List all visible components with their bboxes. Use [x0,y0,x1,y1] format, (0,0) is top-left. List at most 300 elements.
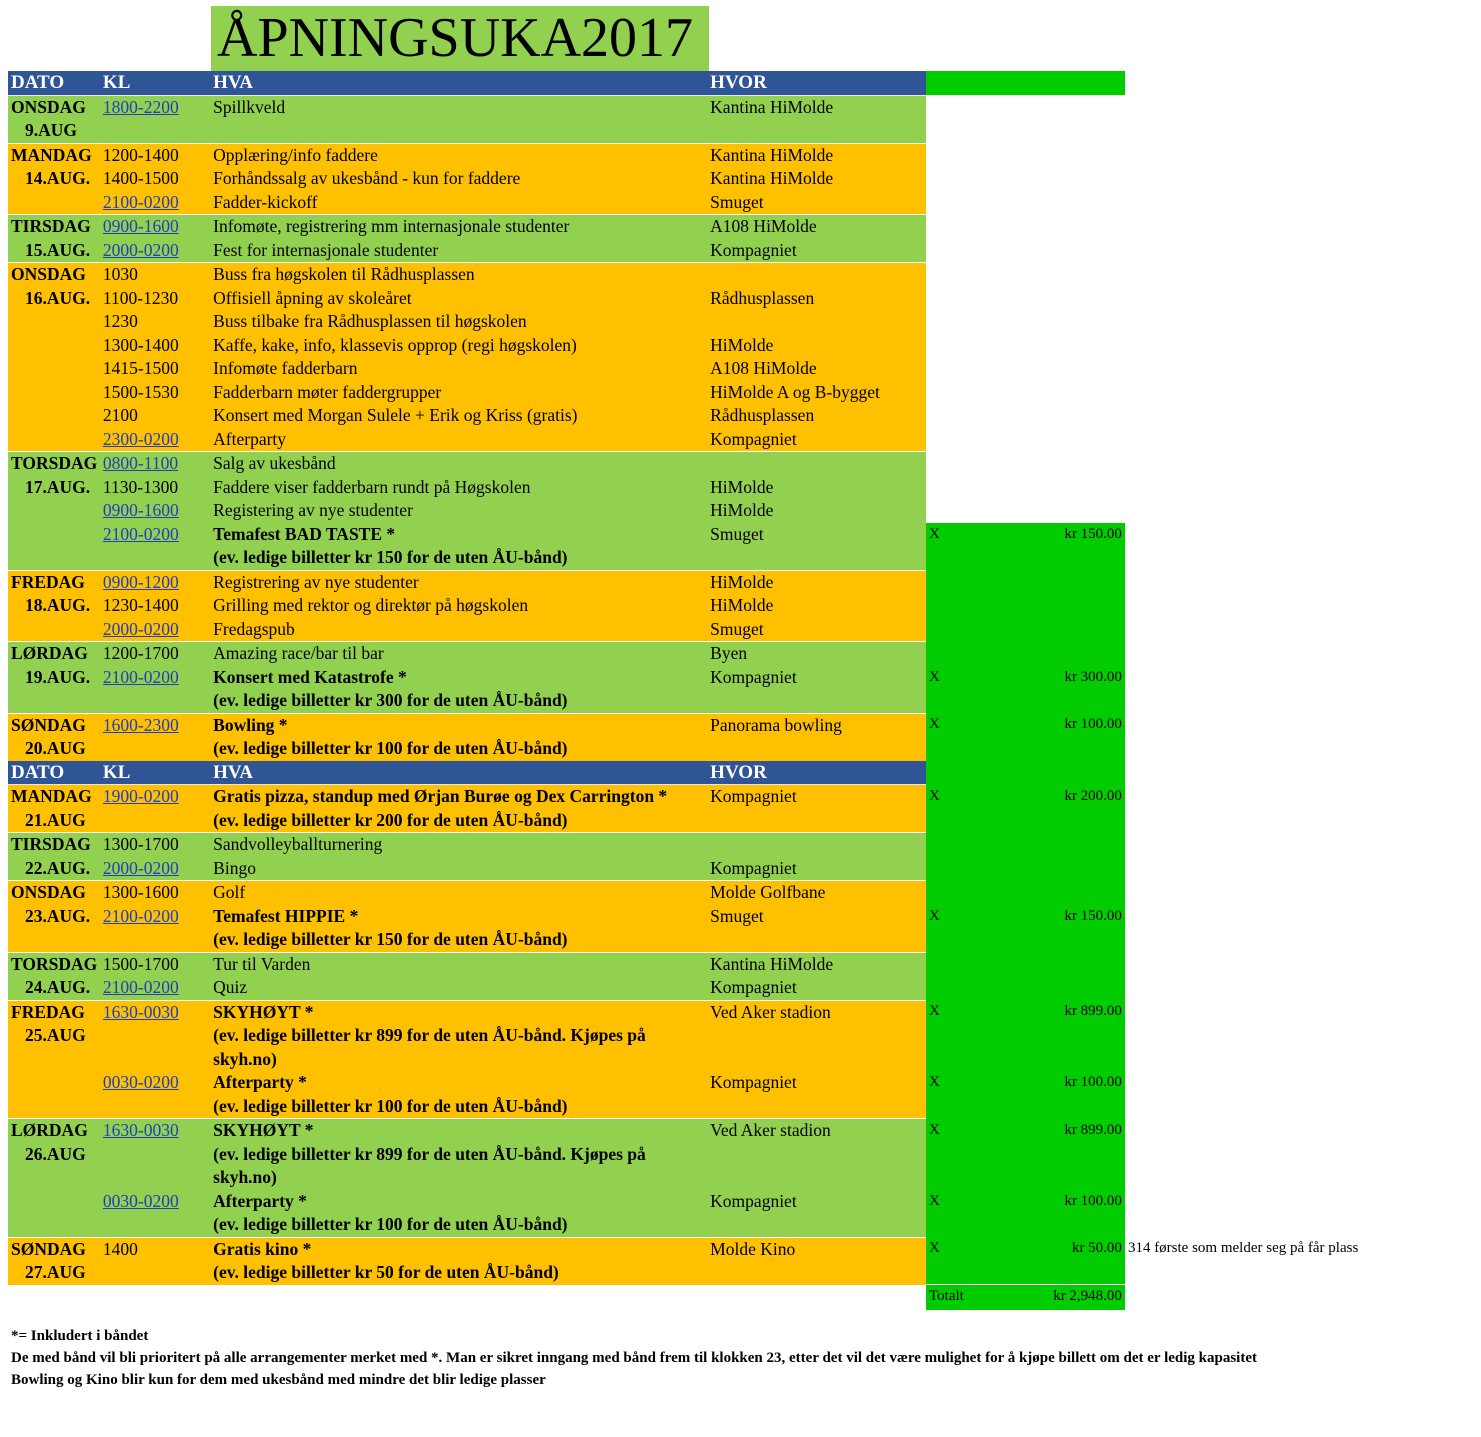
event-title: Bowling * [213,714,288,735]
footnote-priority: De med bånd vil bli prioritert på alle arrangementer merket med *. Man er sikret inngang med bånd frem til klokken 23, etter det vil det være mulighet for å kjøpe billett om det er ledig kapasitet [11,1350,1257,1366]
date-cell [8,287,100,311]
table-row [8,381,1481,405]
location-text: HiMolde [710,595,774,615]
ticket-x-cell [926,310,1014,334]
event-title: Buss fra høgskolen til Rådhusplassen [213,264,475,284]
ticket-price-cell [1014,952,1125,976]
time-cell [100,666,210,714]
time-cell [100,167,210,191]
header-dato: DATO [8,71,100,95]
time-cell [100,215,210,239]
location-cell [707,570,926,594]
empty-cell [707,1285,926,1310]
time-link[interactable]: 1630-0030 [102,1001,179,1022]
location-cell [707,499,926,523]
table-row [8,263,1481,287]
table-row [8,239,1481,263]
ticket-price-cell [1014,570,1125,594]
location-text: Molde Kino [710,1238,796,1259]
time-link[interactable]: 2000-0200 [102,857,179,878]
footnote-included: *= Inkludert i båndet [11,1328,149,1344]
date-cell [8,334,100,358]
event-ticket-info: (ev. ledige billetter kr 200 for de uten ÅU-bånd) [213,809,568,830]
ticket-mark: X [929,1074,940,1090]
table-row [8,143,1481,167]
location-cell [707,287,926,311]
event-cell [210,95,707,143]
note-cell [1125,381,1481,405]
ticket-price-cell [1014,833,1125,857]
event-cell [210,833,707,857]
ticket-price-cell [1014,310,1125,334]
date-date: 18.AUG. [25,595,91,615]
event-cell [210,263,707,287]
table-row [8,594,1481,618]
event-title: Temafest HIPPIE * [213,905,359,926]
ticket-price-cell [1014,1237,1125,1285]
location-cell [707,167,926,191]
event-cell [210,570,707,594]
time-cell [100,857,210,881]
date-day: TIRSDAG [11,216,91,236]
event-title: Salg av ukesbånd [213,453,336,473]
time-link[interactable]: 0030-0200 [102,1190,179,1211]
time-cell [100,95,210,143]
date-date: 26.AUG [25,1143,86,1164]
ticket-price: kr 200.00 [1064,787,1122,804]
event-cell [210,523,707,571]
table-row [8,287,1481,311]
event-title: Infomøte fadderbarn [213,358,358,378]
time-cell [100,642,210,666]
note-cell [1125,857,1481,881]
note-cell [1125,952,1481,976]
event-cell [210,713,707,761]
note-cell [1125,287,1481,311]
note-cell [1125,618,1481,642]
note-cell [1125,452,1481,476]
event-cell [210,594,707,618]
event-title: Fredagspub [213,618,295,639]
event-title: Afterparty [213,428,287,449]
event-title: SKYHØYT * [213,1001,314,1022]
table-row [8,976,1481,1000]
header-dato: DATO [8,761,100,785]
date-date: 17.AUG. [25,476,91,497]
location-cell [707,215,926,239]
ticket-price-cell [1014,881,1125,905]
time-text: 1300-1600 [102,882,179,902]
event-title: Buss tilbake fra Rådhusplassen til høgskolen [213,311,527,331]
event-cell [210,428,707,452]
date-date: 23.AUG. [25,905,91,926]
time-text: 1300-1700 [102,834,179,854]
table-row [8,215,1481,239]
location-cell [707,381,926,405]
note-cell [1125,785,1481,833]
empty-cell [100,1285,210,1310]
ticket-x-cell [926,618,1014,642]
location-text: Rådhusplassen [710,287,815,308]
table-row [8,523,1481,571]
footnote-bowling-kino: Bowling og Kino blir kun for dem med ukesbånd med mindre det blir ledige plasser [11,1372,546,1388]
event-title: Bingo [213,857,256,878]
ticket-price-cell [1014,618,1125,642]
event-cell [210,404,707,428]
table-row [8,785,1481,833]
ticket-price-cell [1014,1119,1125,1190]
empty-cell [210,1285,707,1310]
date-cell [8,785,100,833]
date-day: TORSDAG [11,453,98,473]
total-value: kr 2,948.00 [1053,1288,1122,1304]
event-cell [210,976,707,1000]
event-title: Kaffe, kake, info, klassevis opprop (regi høgskolen) [213,334,577,355]
header-hvor: HVOR [707,761,926,785]
ticket-x-cell [926,357,1014,381]
event-title: Registering av nye studenter [213,500,413,520]
date-cell [8,167,100,191]
time-link[interactable]: 0900-1600 [102,216,179,236]
location-text: Smuget [710,191,764,212]
header-hva: HVA [210,71,707,95]
ticket-x-cell [926,263,1014,287]
time-link[interactable]: 1800-2200 [102,96,179,117]
event-ticket-info: (ev. ledige billetter kr 899 for de uten ÅU-bånd. Kjøpes på [213,1025,646,1045]
date-day: TIRSDAG [11,834,91,854]
location-cell [707,1071,926,1119]
ticket-price: kr 899.00 [1064,1003,1122,1019]
event-cell [210,1000,707,1071]
time-cell [100,1071,210,1119]
note-cell [1125,143,1481,167]
event-cell [210,952,707,976]
table-row [8,1237,1481,1285]
note-cell [1125,976,1481,1000]
ticket-x-cell [926,952,1014,976]
ticket-mark: X [929,1121,940,1138]
ticket-x-cell [926,1000,1014,1071]
event-cell [210,215,707,239]
note-cell [1125,1119,1481,1190]
ticket-x-cell [926,785,1014,833]
note-cell [1125,334,1481,358]
date-cell [8,1237,100,1285]
note-cell [1125,428,1481,452]
date-cell [8,1071,100,1119]
event-title: Opplæring/info faddere [213,144,378,165]
time-link[interactable]: 2000-0200 [102,239,179,260]
date-cell [8,523,100,571]
event-title: Golf [213,882,246,902]
date-date: 24.AUG. [25,977,91,997]
ticket-price-cell [1014,1000,1125,1071]
location-cell [707,833,926,857]
location-text: HiMolde [710,476,774,497]
event-title: Quiz [213,977,248,997]
note-cell [1125,215,1481,239]
location-cell [707,191,926,215]
event-ticket-info: (ev. ledige billetter kr 899 for de uten ÅU-bånd. Kjøpes på [213,1143,646,1164]
event-cell [210,785,707,833]
table-row [8,428,1481,452]
event-title: Grilling med rektor og direktør på høgskolen [213,595,529,615]
location-text: Smuget [710,523,764,544]
header-kl: KL [100,761,210,785]
location-text: HiMolde [710,571,774,592]
location-cell [707,1237,926,1285]
time-text: 1400 [102,1238,138,1259]
location-cell [707,357,926,381]
note-cell [1125,310,1481,334]
ticket-mark: X [929,1003,940,1019]
table-row [8,905,1481,953]
time-text: 1400-1500 [102,168,179,188]
date-cell [8,833,100,857]
note-cell [1125,476,1481,500]
location-cell [707,857,926,881]
note-cell [1125,95,1481,143]
ticket-x-cell [926,713,1014,761]
location-cell [707,952,926,976]
time-text: 1200-1400 [102,144,179,165]
location-cell [707,976,926,1000]
table-row [8,642,1481,666]
header-row [8,761,1481,785]
event-title: Registrering av nye studenter [213,571,419,592]
location-text: Panorama bowling [710,714,842,735]
page-title: ÅPNINGSUKA2017 [217,7,694,69]
header-hva: HVA [210,761,707,785]
time-link[interactable]: 2100-0200 [102,191,179,212]
date-cell [8,381,100,405]
note-cell [1125,881,1481,905]
location-cell [707,239,926,263]
ticket-mark: X [929,668,940,685]
note-text: 314 første som melder seg på får plass [1127,1240,1359,1256]
ticket-price-cell [1014,1071,1125,1119]
date-day: MANDAG [11,786,92,806]
event-cell [210,881,707,905]
location-text: A108 HiMolde [710,216,817,236]
location-text: HiMolde [710,500,774,520]
ticket-price: kr 100.00 [1064,716,1122,732]
event-ticket-info-cont: skyh.no) [213,1048,277,1069]
time-link[interactable]: 2100-0200 [102,905,179,926]
ticket-x-cell [926,594,1014,618]
event-cell [210,476,707,500]
ticket-price-cell [1014,666,1125,714]
note-cell [1125,71,1481,95]
date-cell [8,143,100,167]
date-day: ONSDAG [11,264,86,284]
location-text: Kompagniet [710,857,797,878]
ticket-x-cell [926,71,1014,95]
time-cell [100,881,210,905]
time-cell [100,618,210,642]
date-cell [8,618,100,642]
time-link[interactable]: 1900-0200 [102,786,179,806]
date-date: 9.AUG [25,120,78,140]
event-cell [210,381,707,405]
date-cell [8,881,100,905]
location-cell [707,263,926,287]
time-cell [100,1237,210,1285]
time-text: 1230-1400 [102,595,179,615]
time-link[interactable]: 0900-1600 [102,500,179,520]
ticket-price-cell [1014,785,1125,833]
location-cell [707,143,926,167]
ticket-price: kr 300.00 [1064,668,1122,685]
ticket-x-cell [926,95,1014,143]
ticket-mark: X [929,1240,940,1256]
date-day: FREDAG [11,1001,85,1022]
location-cell [707,452,926,476]
note-cell [1125,404,1481,428]
event-cell [210,1119,707,1190]
location-text: Kompagniet [710,428,797,449]
table-row [8,857,1481,881]
time-cell [100,357,210,381]
event-title: Offisiell åpning av skoleåret [213,287,412,308]
time-link[interactable]: 0800-1100 [102,453,179,473]
location-cell [707,642,926,666]
ticket-x-cell [926,666,1014,714]
ticket-x-cell [926,523,1014,571]
note-cell [1125,357,1481,381]
date-date: 20.AUG [25,738,86,758]
date-day: MANDAG [11,144,92,165]
event-cell [210,1190,707,1238]
ticket-x-cell [926,287,1014,311]
time-cell [100,833,210,857]
date-cell [8,952,100,976]
ticket-price-cell [1014,499,1125,523]
ticket-x-cell [926,215,1014,239]
ticket-price-cell [1014,452,1125,476]
event-ticket-info: (ev. ledige billetter kr 100 for de uten ÅU-bånd) [213,738,568,758]
ticket-x-cell [926,428,1014,452]
ticket-mark: X [929,1192,940,1209]
time-cell [100,952,210,976]
time-cell [100,143,210,167]
event-ticket-info: (ev. ledige billetter kr 50 for de uten ÅU-bånd) [213,1262,559,1282]
date-cell [8,570,100,594]
ticket-x-cell [926,239,1014,263]
time-link[interactable]: 0030-0200 [102,1072,179,1092]
note-cell [1125,191,1481,215]
event-title: Faddere viser fadderbarn rundt på Høgskolen [213,476,531,497]
ticket-x-cell [926,143,1014,167]
time-cell [100,713,210,761]
time-link[interactable]: 1630-0030 [102,1120,179,1140]
date-cell [8,452,100,476]
table-row [8,952,1481,976]
event-cell [210,334,707,358]
time-link[interactable]: 1600-2300 [102,714,179,735]
location-text: HiMolde A og B-bygget [710,381,880,402]
time-text: 1130-1300 [102,476,179,497]
event-ticket-info: (ev. ledige billetter kr 100 for de uten ÅU-bånd) [213,1095,568,1116]
location-text: Kompagniet [710,239,797,260]
table-row [8,499,1481,523]
event-title: Fadderbarn møter faddergrupper [213,381,442,402]
ticket-x-cell [926,452,1014,476]
note-cell [1125,523,1481,571]
ticket-price-cell [1014,381,1125,405]
location-text: Rådhusplassen [710,405,815,425]
header-kl: KL [100,71,210,95]
time-link[interactable]: 0900-1200 [102,571,179,592]
event-cell [210,857,707,881]
ticket-x-cell [926,499,1014,523]
date-cell [8,404,100,428]
time-link[interactable]: 2100-0200 [102,523,179,544]
date-cell [8,905,100,953]
table-row [8,881,1481,905]
header-hvor: HVOR [707,71,926,95]
location-cell [707,428,926,452]
location-cell [707,594,926,618]
event-cell [210,905,707,953]
time-link[interactable]: 2100-0200 [102,666,179,687]
time-cell [100,594,210,618]
table-row [8,357,1481,381]
time-cell [100,263,210,287]
location-text: Kantina HiMolde [710,953,834,974]
location-cell [707,1190,926,1238]
date-cell [8,713,100,761]
time-cell [100,191,210,215]
event-ticket-info: (ev. ledige billetter kr 300 for de uten ÅU-bånd) [213,690,568,710]
table-row [8,666,1481,714]
date-date: 25.AUG [25,1025,86,1045]
date-date: 19.AUG. [25,666,91,687]
location-cell [707,95,926,143]
table-row [8,167,1481,191]
event-title: Spillkveld [213,96,286,117]
location-text: Byen [710,643,748,663]
time-link[interactable]: 2300-0200 [102,428,179,449]
time-link[interactable]: 2000-0200 [102,618,179,639]
event-title: Gratis kino * [213,1238,312,1259]
table-row [8,713,1481,761]
total-value-cell [1014,1285,1125,1310]
footnotes [11,1325,1257,1391]
table-row [8,1071,1481,1119]
time-cell [100,476,210,500]
date-day: ONSDAG [11,96,86,117]
ticket-x-cell [926,642,1014,666]
time-cell [100,570,210,594]
location-text: Smuget [710,618,764,639]
location-text: A108 HiMolde [710,358,817,378]
table-row [8,476,1481,500]
ticket-price: kr 100.00 [1064,1074,1122,1090]
location-text: Kantina HiMolde [710,144,834,165]
table-row [8,1190,1481,1238]
empty-cell [1125,1285,1481,1310]
ticket-x-cell [926,1119,1014,1190]
event-cell [210,452,707,476]
location-text: Smuget [710,905,764,926]
event-title: Forhåndssalg av ukesbånd - kun for faddere [213,168,521,188]
date-day: LØRDAG [11,1120,88,1140]
time-link[interactable]: 2100-0200 [102,977,179,997]
ticket-price-cell [1014,713,1125,761]
event-cell [210,499,707,523]
ticket-price-cell [1014,95,1125,143]
